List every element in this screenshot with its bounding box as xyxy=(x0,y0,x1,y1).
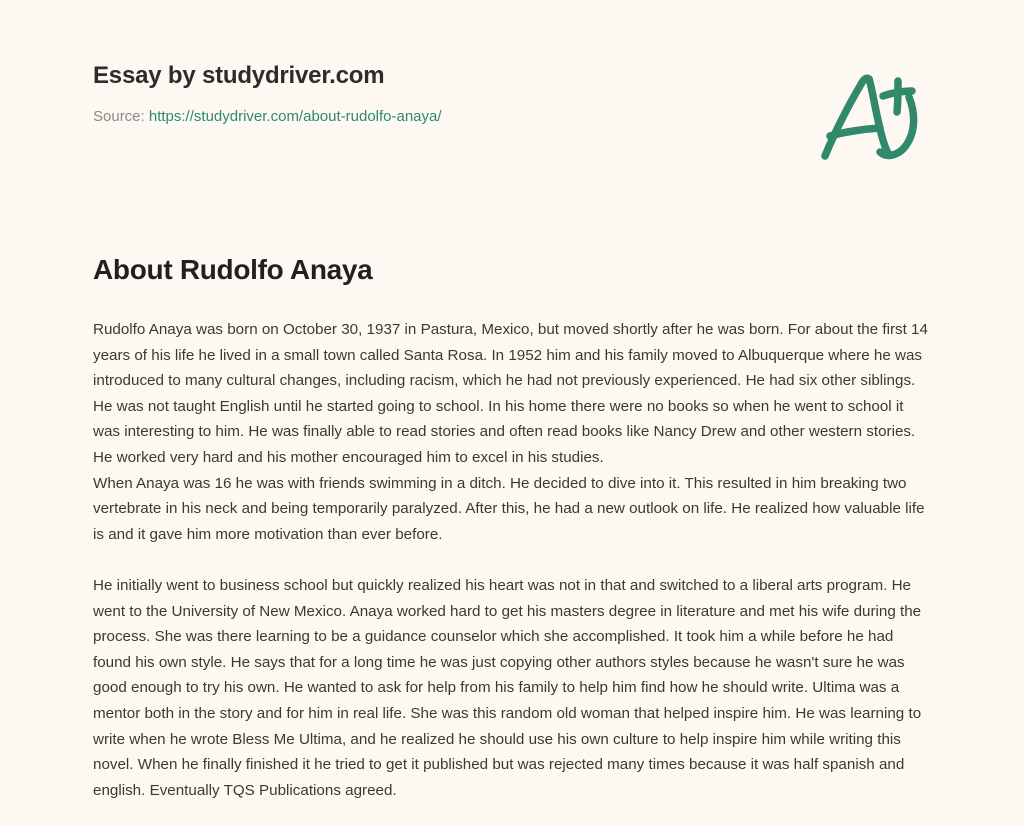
paragraph: When Anaya was 16 he was with friends swimming in a ditch. He decided to dive into it. This resulted in him breaking two vertebrate in his neck and being temporarily paralyzed. After this, he had a new outlook on life. He realized how valuable life is and it gave him more motivation than ever before. xyxy=(93,474,925,543)
essay-attribution: Essay by studydriver.com xyxy=(93,62,385,89)
paragraph: Rudolfo Anaya was born on October 30, 1937 in Pastura, Mexico, but moved shortly after he was born. For about the first 14 years of his life he lived in a small town called Santa Rosa. In 1952 him and his family moved to Albuquerque where he was introduced to many cultural changes, including racism, which he had not previously experienced. He had six other siblings. He was not taught English until he started going to school. In his home there were no books so when he went to school it was interesting to him. He was finally able to read stories and often read books like Nancy Drew and other western stories. He worked very hard and his mother encouraged him to excel in his studies. xyxy=(93,321,928,466)
source-url-link[interactable]: https://studydriver.com/about-rudolfo-anaya/ xyxy=(148,107,442,125)
header-text-block xyxy=(93,62,793,126)
page-title: About Rudolfo Anaya xyxy=(93,254,373,285)
paragraph: He initially went to business school but quickly realized his heart was not in that and switched to a liberal arts program. He went to the University of New Mexico. Anaya worked hard to get his masters degree in literature and met his wife during the process. She was there learning to be a guidance counselor which she accomplished. It took him a while before he had found his own style. He says that for a long time he was just copying other authors styles because he wasn't sure he was good enough to try his own. He wanted to ask for help from his family to help him find how he should write. Ultima was a mentor both in the story and for him in real life. She was this random old woman that helped inspire him. He was learning to write when he wrote Bless Me Ultima, and he realized he should use his own culture to help inspire him while writing this novel. When he finally finished it he tried to get it published but was rejected many times because it was half spanish and english. Eventually TQS Publications agreed. xyxy=(93,576,922,799)
article-container xyxy=(93,252,933,803)
studydriver-logo[interactable] xyxy=(808,60,928,172)
source-label: Source: xyxy=(93,107,145,125)
article-body xyxy=(93,317,933,803)
a-plus-logo-icon xyxy=(808,60,928,172)
source-line xyxy=(93,108,793,126)
page-header xyxy=(0,0,1024,200)
